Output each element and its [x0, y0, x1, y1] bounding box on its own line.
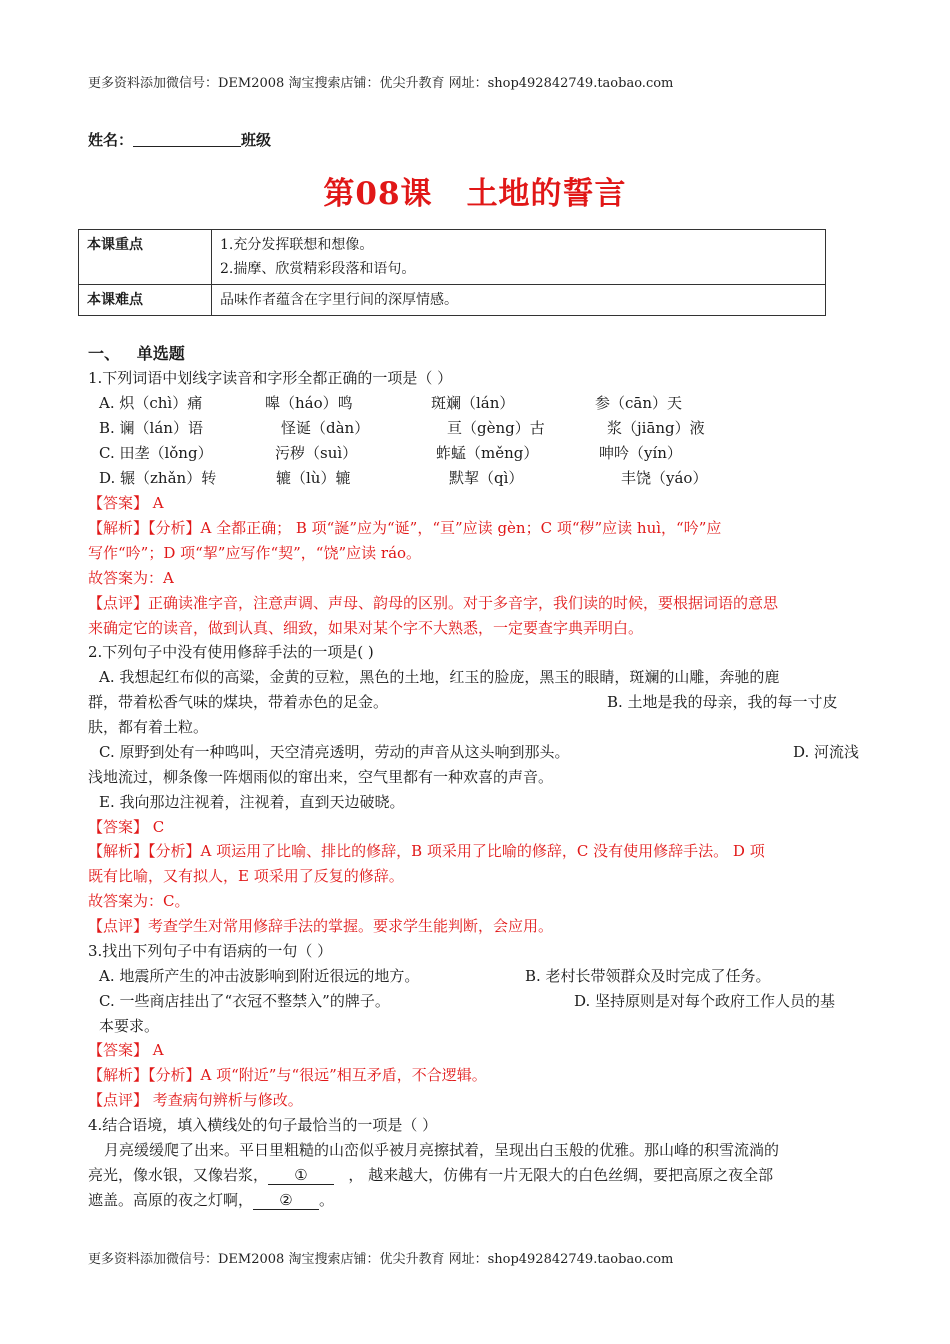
q2-option-c-row [99, 742, 864, 762]
q2-analysis-line: 既有比喻，又有拟人，E 项采用了反复的修辞。 [88, 867, 404, 885]
section-heading [88, 344, 185, 364]
answer-value: A [152, 494, 164, 512]
q3-option-c[interactable]: C. 一些商店挂出了“衣冠不整禁入”的牌子。 [99, 992, 390, 1010]
q2-answer [88, 817, 164, 837]
focus-content [212, 230, 826, 285]
q3-answer [88, 1040, 164, 1060]
q3-option-row [99, 966, 864, 986]
q4-passage-line [88, 1190, 334, 1210]
answer-label: 【答案】 [88, 818, 149, 836]
q2-comment: 【点评】考查学生对常用修辞手法的掌握。要求学生能判断，会应用。 [88, 917, 554, 935]
q1-option-b[interactable] [99, 418, 705, 438]
q1-d-word: 辘（lù）辘 [276, 469, 351, 487]
focus-row [79, 230, 826, 285]
focus-item: 2.揣摩、欣赏精彩段落和语句。 [220, 261, 416, 277]
q3-stem: 3.找出下列句子中有语病的一句（ ） [88, 942, 333, 960]
q1-b-word: 怪诞（dàn） [281, 419, 370, 437]
page-footer: 更多资料添加微信号：DEM2008 淘宝搜索店铺：优尖升教育 网址：shop492842749.taobao.com [88, 1252, 674, 1267]
q3-comment: 【点评】 考查病句辨析与修改。 [88, 1091, 303, 1109]
q1-d-word: 丰饶（yáo） [621, 469, 708, 487]
q3-option-a[interactable]: A. 地震所产生的冲击波影响到附近很远的地方。 [99, 967, 420, 985]
q4-text: 亮光，像水银，又像岩浆， [88, 1166, 269, 1184]
q2-option-b-cont: 肤，都有着土粒。 [88, 718, 209, 736]
section-title: 单选题 [136, 344, 185, 363]
q1-a-word: 嗥（háo）鸣 [265, 394, 353, 412]
focus-label: 本课重点 [79, 230, 212, 285]
student-info-line [88, 129, 271, 150]
q1-option-c[interactable] [99, 443, 682, 463]
keypoints-table [78, 229, 826, 316]
q4-blank-1[interactable]: ① [268, 1166, 334, 1185]
difficulty-label: 本课难点 [79, 285, 212, 316]
q1-d-word: D. 辗（zhǎn）转 [99, 469, 217, 487]
answer-label: 【答案】 [88, 1041, 149, 1059]
q1-b-word: 亘（gèng）古 [447, 419, 545, 437]
difficulty-content: 品味作者蕴含在字里行间的深厚情感。 [212, 285, 826, 316]
focus-item: 1.充分发挥联想和想像。 [220, 237, 374, 253]
q3-option-d[interactable]: D. 坚持原则是对每个政府工作人员的基 [574, 992, 836, 1010]
q1-answer [88, 493, 164, 513]
q1-c-word: C. 田垄（lǒng） [99, 444, 213, 462]
lesson-title [0, 168, 950, 213]
q1-analysis-line: 【解析】【分析】A 全都正确； B 项“誕”应为“诞”，“亘”应读 gèn；C 项“秽”应读 huì，“吟”应 [88, 519, 722, 537]
q4-passage-line: 月亮缓缓爬了出来。平日里粗糙的山峦似乎被月亮擦拭着，呈现出白玉般的优雅。那山峰的积雪流淌的 [104, 1141, 780, 1159]
q3-option-b[interactable]: B. 老村长带领群众及时完成了任务。 [525, 967, 771, 985]
lesson-number: 第08课 [323, 176, 433, 212]
q4-text: ， 越来越大，仿佛有一片无限大的白色丝绸，要把高原之夜全部 [348, 1166, 774, 1184]
answer-label: 【答案】 [88, 494, 149, 512]
q2-conclusion: 故答案为：C。 [88, 892, 190, 910]
q1-b-word: B. 谰（lán）语 [99, 419, 203, 437]
q2-option-a-cont [88, 692, 864, 712]
q1-comment-line: 【点评】正确读准字音，注意声调、声母、韵母的区别。对于多音字，我们读的时候，要根据词语的意思 [88, 594, 779, 612]
q4-stem: 4.结合语境，填入横线处的句子最恰当的一项是（ ） [88, 1116, 438, 1134]
name-blank[interactable] [133, 132, 241, 147]
q3-analysis: 【解析】【分析】A 项“附近”与“很远”相互矛盾，不合逻辑。 [88, 1066, 487, 1084]
q1-a-word: 参（cān）天 [595, 394, 683, 412]
q1-c-word: 蚱蜢（měng） [436, 444, 539, 462]
q1-d-word: 默挈（qì） [449, 469, 524, 487]
difficulty-row [79, 285, 826, 316]
q1-b-word: 浆（jiāng）液 [607, 419, 705, 437]
q2-stem: 2.下列句子中没有使用修辞手法的一项是( ) [88, 643, 374, 661]
q1-a-word: 斑斓（lán） [431, 394, 515, 412]
q2-option-e[interactable]: E. 我向那边注视着，注视着，直到天边破晓。 [99, 793, 405, 811]
q1-c-word: 污秽（suì） [275, 444, 358, 462]
q1-comment-line: 来确定它的读音，做到认真、细致，如果对某个字不大熟悉，一定要查字典弄明白。 [88, 619, 644, 637]
page-header: 更多资料添加微信号：DEM2008 淘宝搜索店铺：优尖升教育 网址：shop492842749.taobao.com [88, 76, 674, 91]
q4-passage-line [88, 1165, 773, 1185]
q2-option-b[interactable]: B. 土地是我的母亲，我的每一寸皮 [607, 693, 838, 711]
q1-conclusion: 故答案为：A [88, 569, 174, 587]
q1-c-word: 呻吟（yín） [599, 444, 682, 462]
q2-option-d-cont: 浅地流过，柳条像一阵烟雨似的窜出来，空气里都有一种欢喜的声音。 [88, 768, 554, 786]
q1-a-word: A. 炽（chì）痛 [99, 394, 203, 412]
q4-blank-2[interactable]: ② [253, 1191, 319, 1210]
q3-option-d-cont: 本要求。 [99, 1017, 160, 1035]
answer-value: C [152, 818, 165, 836]
q2-a-text: 群，带着松香气味的煤块，带着赤色的足金。 [88, 693, 389, 711]
q1-stem: 1.下列词语中划线字读音和字形全都正确的一项是（ ） [88, 369, 453, 387]
answer-value: A [152, 1041, 164, 1059]
q1-analysis-line: 写作“吟”；D 项“挈”应写作“契”，“饶”应读 ráo。 [88, 544, 422, 562]
name-label: 姓名： [88, 131, 134, 149]
lesson-name: 土地的誓言 [466, 176, 627, 212]
q4-text: 遮盖。高原的夜之灯啊， [88, 1191, 254, 1209]
class-label: 班级 [241, 131, 272, 149]
section-number: 一、 [88, 344, 121, 363]
q2-option-a[interactable]: A. 我想起红布似的高粱，金黄的豆粒，黑色的土地，红玉的脸庞，黑玉的眼睛，斑斓的山雕，奔驰的鹿 [99, 668, 780, 686]
q2-option-c[interactable]: C. 原野到处有一种鸣叫，天空清亮透明，劳动的声音从这头响到那头。 [99, 743, 570, 761]
q3-option-row [99, 991, 864, 1011]
q2-option-d[interactable]: D. 河流浅 [793, 743, 860, 761]
q4-text: 。 [319, 1191, 335, 1209]
q1-option-a[interactable] [99, 393, 683, 413]
q2-analysis-line: 【解析】【分析】A 项运用了比喻、排比的修辞，B 项采用了比喻的修辞，C 没有使用修辞手法。 D 项 [88, 842, 765, 860]
q1-option-d[interactable] [99, 468, 708, 488]
